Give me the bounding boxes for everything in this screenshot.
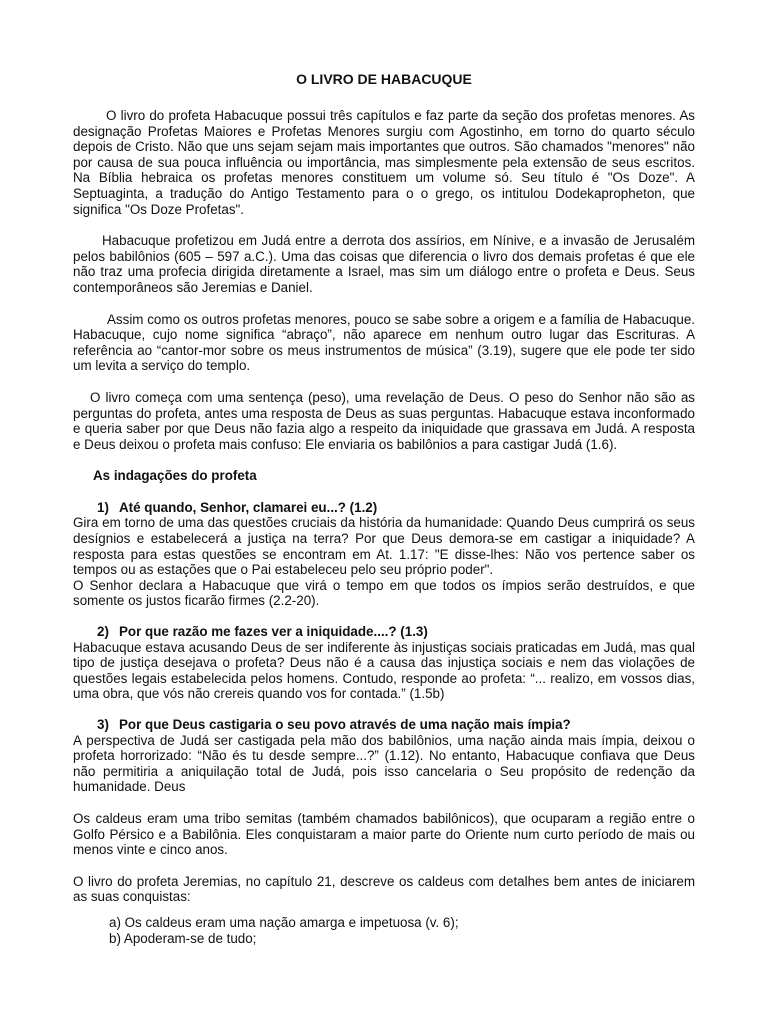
question-number: 3) [97, 717, 109, 732]
list-item: b) Apoderam-se de tudo; [109, 930, 257, 946]
paragraph-jeremiah: O livro do profeta Jeremias, no capítulo 21, descreve os caldeus com detalhes bem antes de iniciarem as suas conquistas: [73, 873, 695, 905]
question-number: 2) [97, 624, 109, 640]
chaldeans-list [109, 915, 695, 946]
question-heading [97, 717, 695, 733]
paragraph-origin: Assim como os outros profetas menores, pouco se sabe sobre a origem e a família de Habacuque. Habacuque, cujo nome significa “abraço”, não aparece em nenhum outro lugar das Escrituras. A referência ao “cantor-mor sobre os meus instrumentos de música” (3.19), sugere que ele pode ter sido um levita a serviço do templo. [73, 311, 695, 374]
question-2 [73, 624, 695, 702]
question-text: Gira em torno de uma das questões cruciais da história da humanidade: Quando Deus cumprirá os seus desígnios e estabelecerá a justiça na terra? Por que Deus demora-se em castigar a iniquidade? A resposta para estas questões se encontram em At. 1.17: "E disse-lhes: Não vos pertence saber os tempos ou as estações que o Pai estabeleceu pelo seu próprio poder". [73, 515, 695, 578]
section-heading: As indagações do profeta [93, 468, 257, 484]
question-title: Por que razão me fazes ver a iniquidade....? (1.3) [119, 624, 428, 640]
question-text: Habacuque estava acusando Deus de ser indiferente às injustiças sociais praticadas em Judá, mas qual tipo de justiça desejava o profeta? Deus não é a causa das injustiça sociais e nem das violações de questões legais estabelecida pelos homens. Contudo, responde ao profeta: “... realizo, em vossos dias, uma obra, que vós não crereis quando vos for contada.” (1.5b) [73, 639, 695, 702]
question-title: Por que Deus castigaria o seu povo através de uma nação mais ímpia? [119, 717, 571, 732]
question-3 [73, 717, 695, 795]
question-1 [73, 500, 695, 609]
paragraph-historical-context: Habacuque profetizou em Judá entre a derrota dos assírios, em Nínive, e a invasão de Jerusalém pelos babilônios (605 – 597 a.C.). Uma das coisas que diferencia o livro dos demais profetas é que ele não traz uma profecia dirigida diretamente a Israel, mas sim um diálogo entre o profeta e Deus. Seus contemporâneos são Jeremias e Daniel. [73, 233, 695, 295]
document-page [73, 70, 695, 946]
paragraph-chaldeans: Os caldeus eram uma tribo semitas (também chamados babilônicos), que ocuparam a região entre o Golfo Pérsico e a Babilônia. Eles conquistaram a maior parte do Oriente num curto período de mais ou menos vinte e cinco anos. [73, 810, 695, 858]
question-number: 1) [97, 499, 109, 515]
question-text: O Senhor declara a Habacuque que virá o tempo em que todos os ímpios serão destruídos, e que somente os justos ficarão firmes (2.2-20). [73, 577, 695, 609]
question-text: A perspectiva de Judá ser castigada pela mão dos babilônios, uma nação ainda mais ímpia, deixou o profeta horrorizado: “Não és tu desde sempre...?” (1.12). No entanto, Habacuque confiava que Deus não permitiria a aniquilação total de Judá, pois isso cancelaria o Seu propósito de redenção da humanidade. Deus [73, 732, 695, 795]
paragraph-intro: O livro do profeta Habacuque possui três capítulos e faz parte da seção dos profetas menores. As designação Profetas Maiores e Profetas Menores surgiu com Agostinho, em torno do quarto século depois de Cristo. Não que uns sejam sejam mais importantes que outros. São chamados "menores" não por causa de sua pouca influência ou importância, mas simplesmente pela extensão de seus escritos. Na Bíblia hebraica os profetas menores constituem um volume só. Seu título é "Os Doze". A Septuaginta, a tradução do Antigo Testamento para o o grego, os intitulou Dodekapropheton, que significa "Os Doze Profetas". [73, 108, 695, 217]
paragraph-book-opening: O livro começa com uma sentença (peso), uma revelação de Deus. O peso do Senhor não são as perguntas do profeta, antes uma resposta de Deus as suas perguntas. Habacuque estava inconformado e queria saber por que Deus não fazia algo a respeito da iniquidade que grassava em Judá. A resposta e Deus deixou o profeta mais confuso: Ele enviaria os babilônios a para castigar Judá (1.6). [73, 389, 695, 452]
question-heading [97, 500, 695, 516]
list-item: a) Os caldeus eram uma nação amarga e impetuosa (v. 6); [109, 914, 459, 930]
question-heading [97, 624, 695, 640]
document-title: O LIVRO DE HABACUQUE [296, 71, 472, 87]
question-title: Até quando, Senhor, clamarei eu...? (1.2) [119, 499, 378, 515]
